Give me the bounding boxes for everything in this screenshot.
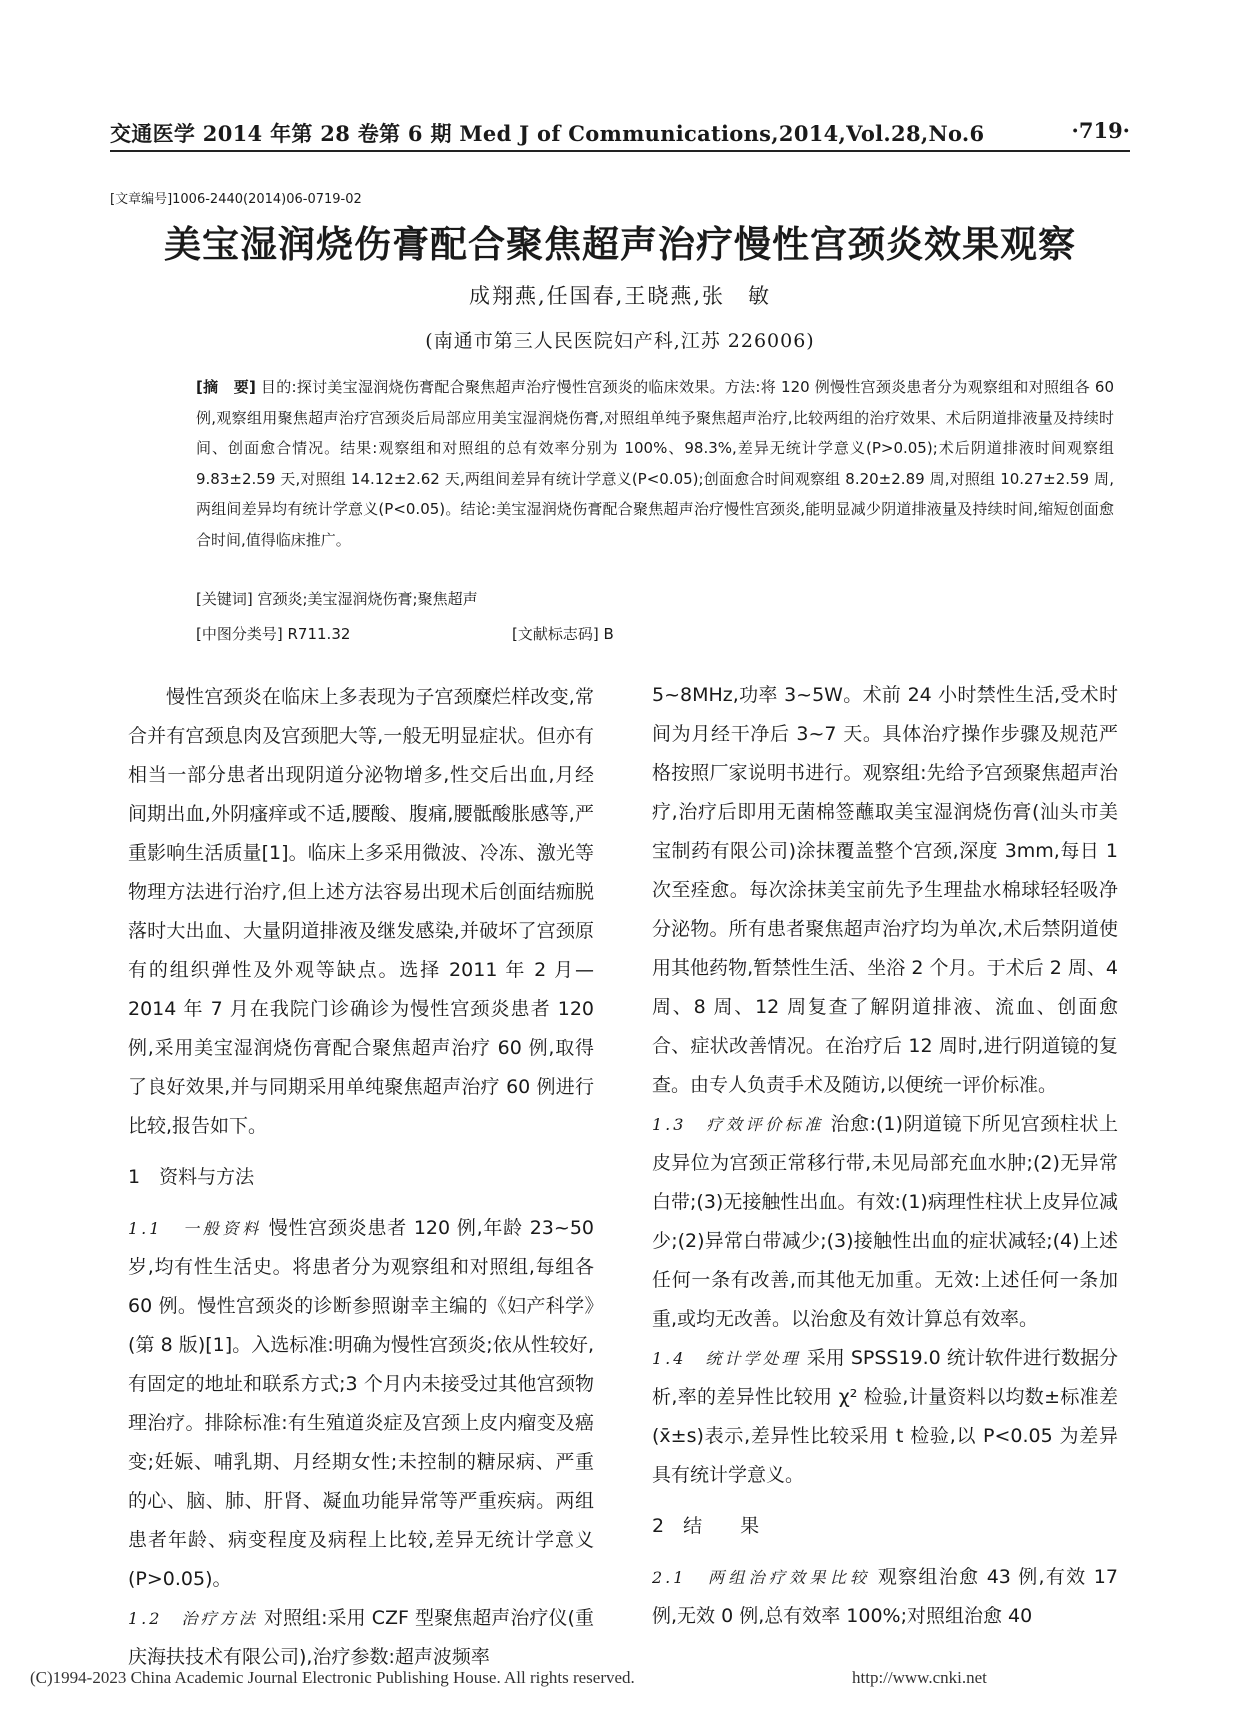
classification-row <box>196 623 1114 644</box>
subsection-heading-1-1: 1.1 一般资料 <box>128 1219 262 1238</box>
keywords <box>196 588 1114 609</box>
subsection-text-2-1: 观察组治愈 43 例,有效 17 例,无效 0 例,总有效率 100%;对照组治愈 40 <box>652 1566 1118 1627</box>
subsection-heading-1-2: 1.2 治疗方法 <box>128 1609 258 1628</box>
subsection-text-1-1: 慢性宫颈炎患者 120 例,年龄 23~50 岁,均有性生活史。将患者分为观察组和对照组,每组各 60 例。慢性宫颈炎的诊断参照谢幸主编的《妇产科学》(第 8 版)[1]。入选标准:明确为慢性宫颈炎;依从性较好,有固定的地址和联系方式;3 个月内未接受过其他宫颈物理治疗。排除标准:有生殖道炎症及宫颈上皮内瘤变及癌变;妊娠、哺乳期、月经期女性;未控制的糖尿病、严重的心、脑、肺、肝肾、凝血功能异常等严重疾病。两组患者年龄、病变程度及病程上比较,差异无统计学意义(P>0.05)。 <box>128 1217 594 1590</box>
author-list: 成翔燕,任国春,王晓燕,张 敏 <box>468 284 772 308</box>
journal-header <box>110 114 1130 152</box>
journal-citation: 交通医学 2014 年第 28 卷第 6 期 Med J of Communications,2014,Vol.28,No.6 <box>110 121 985 146</box>
article-number: [文章编号]1006-2440(2014)06-0719-02 <box>110 192 362 207</box>
affiliation: (南通市第三人民医院妇产科,江苏 226006) <box>425 330 815 352</box>
document-code <box>512 623 614 644</box>
subsection-text-1-3: 治愈:(1)阴道镜下所见宫颈柱状上皮异位为宫颈正常移行带,未见局部充血水肿;(2)无异常白带;(3)无接触性出血。有效:(1)病理性柱状上皮异位减少;(2)异常白带减少;(3)接触性出血的症状减轻;(4)上述任何一条有改善,而其他无加重。无效:上述任何一条加重,或均无改善。以治愈及有效计算总有效率。 <box>652 1113 1118 1330</box>
right-column <box>652 676 1118 1636</box>
subsection-text-1-2: 对照组:采用 CZF 型聚焦超声治疗仪(重庆海扶技术有限公司),治疗参数:超声波频率 <box>128 1607 594 1668</box>
keywords-text: 宫颈炎;美宝湿润烧伤膏;聚焦超声 <box>257 590 478 608</box>
abstract <box>196 372 1114 555</box>
section-heading-2: 2 结 果 <box>652 1515 760 1537</box>
article-title: 美宝湿润烧伤膏配合聚焦超声治疗慢性宫颈炎效果观察 <box>164 223 1076 266</box>
abstract-label: [摘 要] <box>196 378 256 396</box>
doc-code-value: B <box>603 625 614 643</box>
subsection-heading-2-1: 2.1 两组治疗效果比较 <box>652 1568 871 1587</box>
section-heading-1: 1 资料与方法 <box>128 1166 255 1188</box>
clc-label: [中图分类号] <box>196 625 283 643</box>
subsection-text-1-4: 采用 SPSS19.0 统计软件进行数据分析,率的差异性比较用 χ² 检验,计量资料以均数±标准差(x̄±s)表示,差异性比较采用 t 检验,以 P<0.05 为差异具有统计学意义。 <box>652 1347 1119 1486</box>
paragraph-2-1 <box>652 1558 1118 1636</box>
paragraph-1-1 <box>128 1209 594 1599</box>
copyright-notice: (C)1994-2023 China Academic Journal Electronic Publishing House. All rights reserved. <box>30 1668 635 1687</box>
subsection-heading-1-4: 1.4 统计学处理 <box>652 1349 801 1368</box>
keywords-label: [关键词] <box>196 590 253 608</box>
left-column <box>128 678 594 1677</box>
intro-paragraph: 慢性宫颈炎在临床上多表现为子宫颈糜烂样改变,常合并有宫颈息肉及宫颈肥大等,一般无明显症状。但亦有相当一部分患者出现阴道分泌物增多,性交后出血,月经间期出血,外阴瘙痒或不适,腰酸、腹痛,腰骶酸胀感等,严重影响生活质量[1]。临床上多采用微波、冷冻、激光等物理方法进行治疗,但上述方法容易出现术后创面结痂脱落时大出血、大量阴道排液及继发感染,并破坏了宫颈原有的组织弹性及外观等缺点。选择 2011 年 2 月—2014 年 7 月在我院门诊确诊为慢性宫颈炎患者 120 例,采用美宝湿润烧伤膏配合聚焦超声治疗 60 例,取得了良好效果,并与同期采用单纯聚焦超声治疗 60 例进行比较,报告如下。 <box>128 686 594 1137</box>
subsection-heading-1-3: 1.3 疗效评价标准 <box>652 1115 824 1134</box>
footer <box>30 1668 1210 1688</box>
paragraph-1-2 <box>128 1599 594 1677</box>
doc-code-label: [文献标志码] <box>512 625 599 643</box>
cnki-link[interactable]: http://www.cnki.net <box>852 1668 987 1687</box>
abstract-text: 目的:探讨美宝湿润烧伤膏配合聚焦超声治疗慢性宫颈炎的临床效果。方法:将 120 例慢性宫颈炎患者分为观察组和对照组各 60 例,观察组用聚焦超声治疗宫颈炎后局部应用美宝湿润烧伤膏,对照组单纯予聚焦超声治疗,比较两组的治疗效果、术后阴道排液量及持续时间、创面愈合情况。结果:观察组和对照组的总有效率分别为 100%、98.3%,差异无统计学意义(P>0.05);术后阴道排液时间观察组 9.83±2.59 天,对照组 14.12±2.62 天,两组间差异有统计学意义(P<0.05);创面愈合时间观察组 8.20±2.89 周,对照组 10.27±2.59 周,两组间差异均有统计学意义(P<0.05)。结论:美宝湿润烧伤膏配合聚焦超声治疗慢性宫颈炎,能明显减少阴道排液量及持续时间,缩短创面愈合时间,值得临床推广。 <box>196 378 1114 549</box>
paragraph-1-3 <box>652 1105 1118 1339</box>
clc-value: R711.32 <box>287 625 351 643</box>
paragraph-1-4 <box>652 1339 1118 1495</box>
continued-paragraph: 5~8MHz,功率 3~5W。术前 24 小时禁性生活,受术时间为月经干净后 3~7 天。具体治疗操作步骤及规范严格按照厂家说明书进行。观察组:先给予宫颈聚焦超声治疗,治疗后即用无菌棉签蘸取美宝湿润烧伤膏(汕头市美宝制药有限公司)涂抹覆盖整个宫颈,深度 3mm,每日 1 次至痊愈。每次涂抹美宝前先予生理盐水棉球轻轻吸净分泌物。所有患者聚焦超声治疗均为单次,术后禁阴道使用其他药物,暂禁性生活、坐浴 2 个月。于术后 2 周、4 周、8 周、12 周复查了解阴道排液、流血、创面愈合、症状改善情况。在治疗后 12 周时,进行阴道镜的复查。由专人负责手术及随访,以便统一评价标准。 <box>652 684 1118 1096</box>
page-number: ·719· <box>1071 118 1130 143</box>
